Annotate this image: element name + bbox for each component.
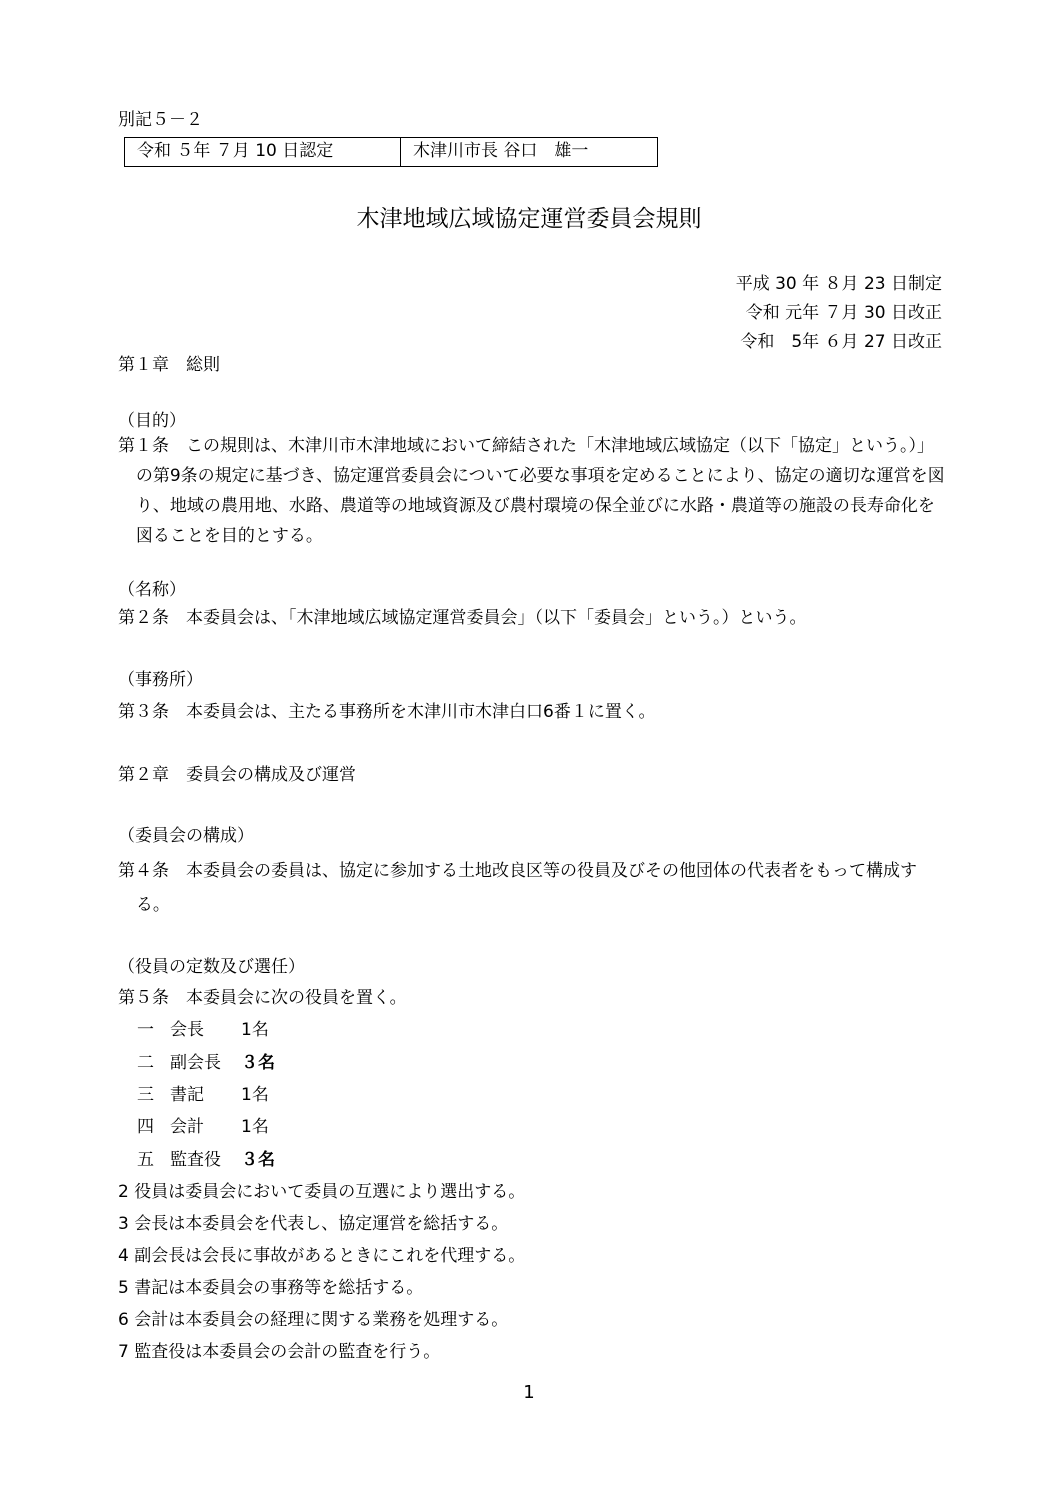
officer-num: 四 xyxy=(137,1117,154,1137)
date-revised-1: 令和 元年 ７月 30 日改正 xyxy=(745,303,942,323)
officer-count: 1名 xyxy=(241,1117,269,1137)
article-1-text: 第１条 この規則は、木津川市木津地域において締結された「木津地域広域協定（以下「協定」という。）」の第9条の規定に基づき、協定運営委員会について必要な事項を定めることにより、協定の適切な運営を図り、地域の農用地、水路、農道等の地域資源及び農村環境の保全並びに水路・農道等の施設の長寿命化を図ることを目的とする。 xyxy=(118,436,945,546)
officer-role: 書記 xyxy=(170,1085,204,1105)
officer-role: 副会長 xyxy=(170,1053,221,1073)
clause: 6 会計は本委員会の経理に関する業務を処理する。 xyxy=(118,1310,509,1330)
officer-role: 会長 xyxy=(170,1020,204,1040)
clause: 5 書記は本委員会の事務等を総括する。 xyxy=(118,1278,424,1298)
article-2-body xyxy=(118,603,948,633)
certifying-authority: 木津川市長 谷口 雄一 xyxy=(413,141,589,161)
clause: 3 会長は本委員会を代表し、協定運営を総括する。 xyxy=(118,1214,509,1234)
revision-dates xyxy=(736,270,942,357)
officer-num: 一 xyxy=(137,1020,154,1040)
article-2-text: 第２条 本委員会は、「木津地域広域協定運営委員会」（以下「委員会」という。）という。 xyxy=(118,608,807,628)
officer-num: 五 xyxy=(137,1150,154,1170)
article-1-heading: （目的） xyxy=(118,411,186,431)
officer-count: 1名 xyxy=(241,1020,269,1040)
article-3-heading: （事務所） xyxy=(118,670,203,690)
certification-box xyxy=(124,137,658,167)
officer-num: 三 xyxy=(137,1085,154,1105)
date-revised-2: 令和 5年 ６月 27 日改正 xyxy=(740,332,942,352)
clause: 4 副会長は会長に事故があるときにこれを代理する。 xyxy=(118,1246,526,1266)
article-5-heading: （役員の定数及び選任） xyxy=(118,957,305,977)
article-2-heading: （名称） xyxy=(118,580,186,600)
clause: 7 監査役は本委員会の会計の監査を行う。 xyxy=(118,1342,441,1362)
appendix-label: 別記５－２ xyxy=(118,110,203,130)
article-5-text: 第５条 本委員会に次の役員を置く。 xyxy=(118,988,407,1008)
chapter-2-heading: 第２章 委員会の構成及び運営 xyxy=(118,765,356,785)
officer-role: 監査役 xyxy=(170,1150,221,1170)
officer-count: 1名 xyxy=(241,1085,269,1105)
officer-role: 会計 xyxy=(170,1117,204,1137)
officer-count: ３名 xyxy=(241,1053,275,1073)
officer-num: 二 xyxy=(137,1053,154,1073)
chapter-1-heading: 第１章 総則 xyxy=(118,355,220,375)
article-1-body xyxy=(118,431,948,551)
article-3-text: 第３条 本委員会は、主たる事務所を木津川市木津白口6番１に置く。 xyxy=(118,702,656,722)
article-4-body xyxy=(118,854,948,922)
clause: 2 役員は委員会において委員の互選により選出する。 xyxy=(118,1182,526,1202)
document-title: 木津地域広域協定運営委員会規則 xyxy=(356,206,702,232)
date-enacted: 平成 30 年 ８月 23 日制定 xyxy=(735,274,942,294)
article-4-heading: （委員会の構成） xyxy=(118,826,254,846)
officer-count: ３名 xyxy=(241,1150,275,1170)
page-number: 1 xyxy=(523,1382,535,1403)
article-4-text: 第４条 本委員会の委員は、協定に参加する土地改良区等の役員及びその他団体の代表者をもって構成する。 xyxy=(118,861,917,915)
certification-date: 令和 ５年 ７月 10 日認定 xyxy=(125,138,401,166)
article-3-body xyxy=(118,697,948,727)
